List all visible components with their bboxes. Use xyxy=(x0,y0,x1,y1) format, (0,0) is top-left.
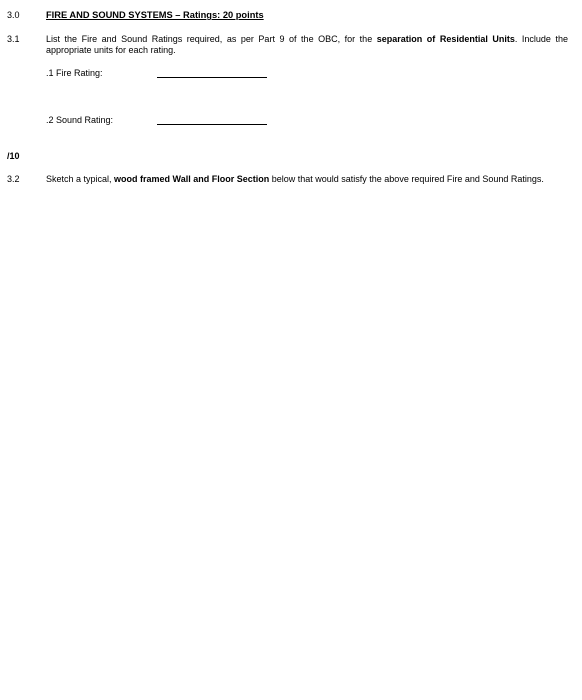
section-title: FIRE AND SOUND SYSTEMS – Ratings: 20 points xyxy=(46,10,264,20)
fire-rating-label: .1 Fire Rating: xyxy=(46,68,103,78)
question-text-part: below that would satisfy the above required Fire and Sound Ratings. xyxy=(269,174,544,184)
question-text-part: Sketch a typical, xyxy=(46,174,115,184)
section-number: 3.0 xyxy=(7,10,20,20)
question-text-part: . Include the appropriate units for each rating. xyxy=(46,34,568,55)
question-text-emphasis: separation of Residential Units xyxy=(376,34,515,44)
question-number: 3.1 xyxy=(7,34,20,44)
sound-rating-label: .2 Sound Rating: xyxy=(46,115,114,125)
fire-rating-answer-line[interactable] xyxy=(157,77,267,78)
score-marker: /10 xyxy=(7,151,20,161)
sound-rating-answer-line[interactable] xyxy=(157,124,267,125)
question-number: 3.2 xyxy=(7,174,20,184)
question-text-part: List the Fire and Sound Ratings required, as per Part 9 of the OBC, for the xyxy=(46,34,377,44)
question-text xyxy=(46,34,568,56)
question-text xyxy=(46,174,568,185)
sketch-area[interactable] xyxy=(46,210,568,680)
question-text-emphasis: wood framed Wall and Floor Section xyxy=(114,174,270,184)
